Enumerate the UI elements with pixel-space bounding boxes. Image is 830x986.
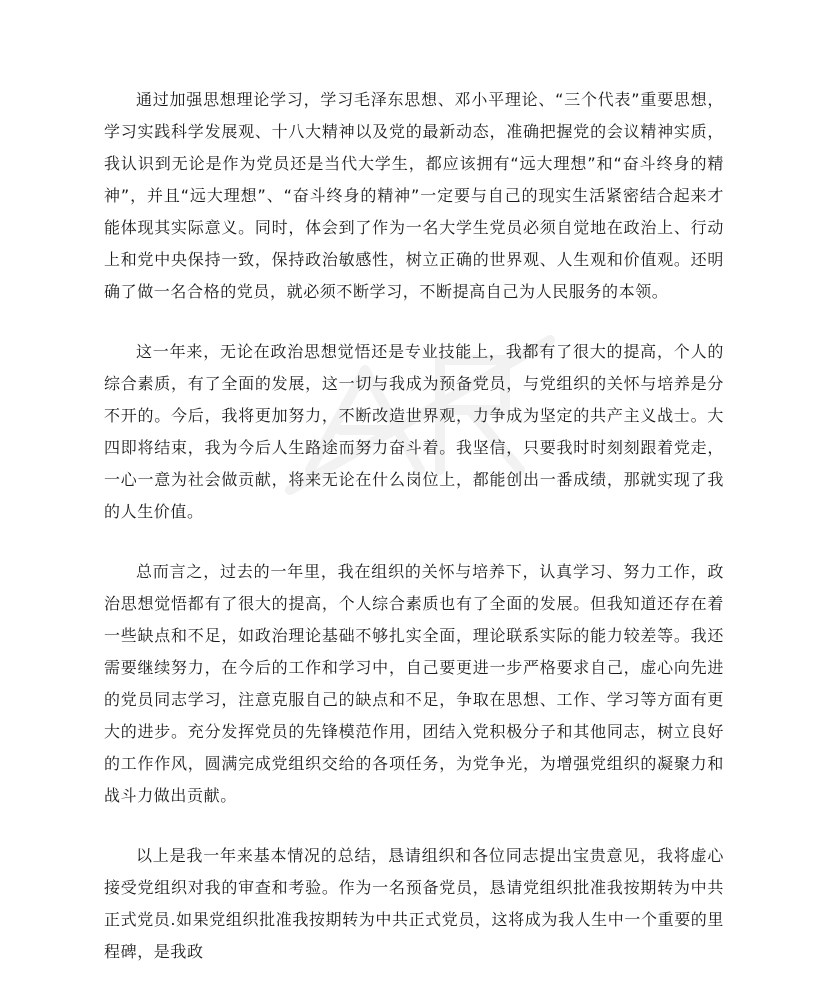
paragraph-theory-study: 通过加强思想理论学习，学习毛泽东思想、邓小平理论、“三个代表”重要思想，学习实践科学发展观、十八大精神以及党的最新动态，准确把握党的会议精神实质，我认识到无论是作为党员还是当代大学生，都应该拥有“远大理想”和“奋斗终身的精神”，并且“远大理想”、“奋斗终身的精神”一定要与自己的现实生活紧密结合起来才能体现其实际意义。同时，体会到了作为一名大学生党员必须自觉地在政治上、行动上和党中央保持一致，保持政治敏感性，树立正确的世界观、人生观和价值观。还明确了做一名合格的党员，就必须不断学习，不断提高自己为人民服务的本领。 — [104, 90, 724, 301]
paragraph-summary: 总而言之，过去的一年里，我在组织的关怀与培养下，认真学习、努力工作，政治思想觉悟都有了很大的提高，个人综合素质也有了全面的发展。但我知道还存在着一些缺点和不足，如政治理论基础不够扎实全面，理论联系实际的能力较差等。我还需要继续努力，在今后的工作和学习中，自己要更进一步严格要求自己，虚心向先进的党员同志学习，注意克服自己的缺点和不足，争取在思想、工作、学习等方面有更大的进步。充分发挥党员的先锋模范作用，团结入党积极分子和其他同志，树立良好的工作作风，圆满完成党组织交给的各项任务，为党争光，为增强党组织的凝聚力和战斗力做出贡献。 — [104, 562, 724, 805]
document-body — [104, 84, 724, 968]
paragraph-year-progress: 这一年来，无论在政治思想觉悟还是专业技能上，我都有了很大的提高，个人的综合素质，有了全面的发展，这一切与我成为预备党员，与党组织的关怀与培养是分不开的。今后，我将更加努力，不断改造世界观，力争成为坚定的共产主义战士。大四即将结束，我为今后人生路途而努力奋斗着。我坚信，只要我时时刻刻跟着党走，一心一意为社会做贡献，将来无论在什么岗位上，都能创出一番成绩，那就实现了我的人生价值。 — [104, 342, 724, 521]
paragraph-conclusion: 以上是我一年来基本情况的总结，恳请组织和各位同志提出宝贵意见，我将虚心接受党组织对我的审查和考验。作为一名预备党员，恳请党组织批准我按期转为中共正式党员.如果党组织批准我按期转为中共正式党员，这将成为我人生中一个重要的里程碑，是我政 — [104, 846, 724, 961]
